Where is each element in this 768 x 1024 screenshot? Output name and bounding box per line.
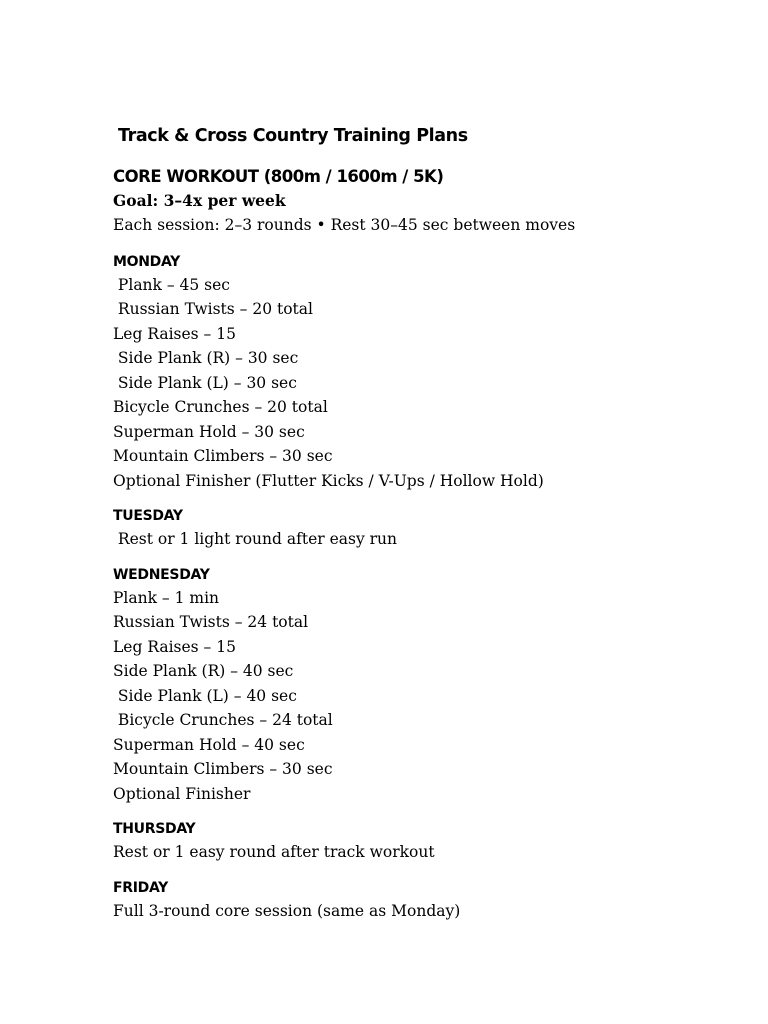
exercise-item: Rest or 1 light round after easy run — [113, 530, 398, 548]
day-heading-tuesday: TUESDAY — [113, 508, 183, 524]
exercise-item: Mountain Climbers – 30 sec — [113, 447, 333, 465]
day-heading-friday: FRIDAY — [113, 879, 169, 896]
day-block-wednesday — [113, 564, 733, 807]
day-block-monday — [113, 251, 733, 494]
exercise-item: Superman Hold – 30 sec — [113, 422, 305, 441]
day-block-thursday — [113, 818, 733, 865]
document-title: Track & Cross Country Training Plans — [118, 126, 468, 146]
section-heading: CORE WORKOUT (800m / 1600m / 5K) — [113, 167, 444, 186]
day-heading-thursday: THURSDAY — [113, 821, 196, 837]
exercise-item: Side Plank (L) – 40 sec — [113, 686, 297, 705]
exercise-item: Full 3-round core session (same as Monday) — [113, 901, 461, 920]
day-heading-wednesday: WEDNESDAY — [113, 566, 210, 583]
goal-line: Goal: 3–4x per week — [113, 191, 286, 210]
exercise-item: Side Plank (L) – 30 sec — [113, 373, 297, 392]
document-body — [113, 165, 733, 923]
exercise-item: Side Plank (R) – 30 sec — [113, 349, 299, 367]
exercise-item: Superman Hold – 40 sec — [113, 735, 305, 754]
exercise-item: Bicycle Crunches – 20 total — [113, 398, 328, 416]
exercise-item: Optional Finisher (Flutter Kicks / V-Ups / Hollow Hold) — [113, 471, 544, 490]
day-block-friday — [113, 877, 733, 924]
exercise-item: Leg Raises – 15 — [113, 637, 236, 656]
session-info: Each session: 2–3 rounds • Rest 30–45 sec between moves — [113, 216, 576, 234]
exercise-item: Optional Finisher — [113, 784, 251, 803]
exercise-item: Mountain Climbers – 30 sec — [113, 760, 333, 778]
day-heading-monday: MONDAY — [113, 253, 181, 270]
exercise-item: Leg Raises – 15 — [113, 324, 236, 343]
exercise-item: Rest or 1 easy round after track workout — [113, 843, 435, 861]
exercise-item: Russian Twists – 24 total — [113, 613, 309, 631]
exercise-item: Russian Twists – 20 total — [113, 300, 313, 318]
day-block-tuesday — [113, 505, 733, 552]
exercise-item: Bicycle Crunches – 24 total — [113, 711, 333, 729]
exercise-item: Plank – 45 sec — [113, 275, 230, 294]
exercise-item: Plank – 1 min — [113, 588, 220, 607]
exercise-item: Side Plank (R) – 40 sec — [113, 662, 294, 680]
